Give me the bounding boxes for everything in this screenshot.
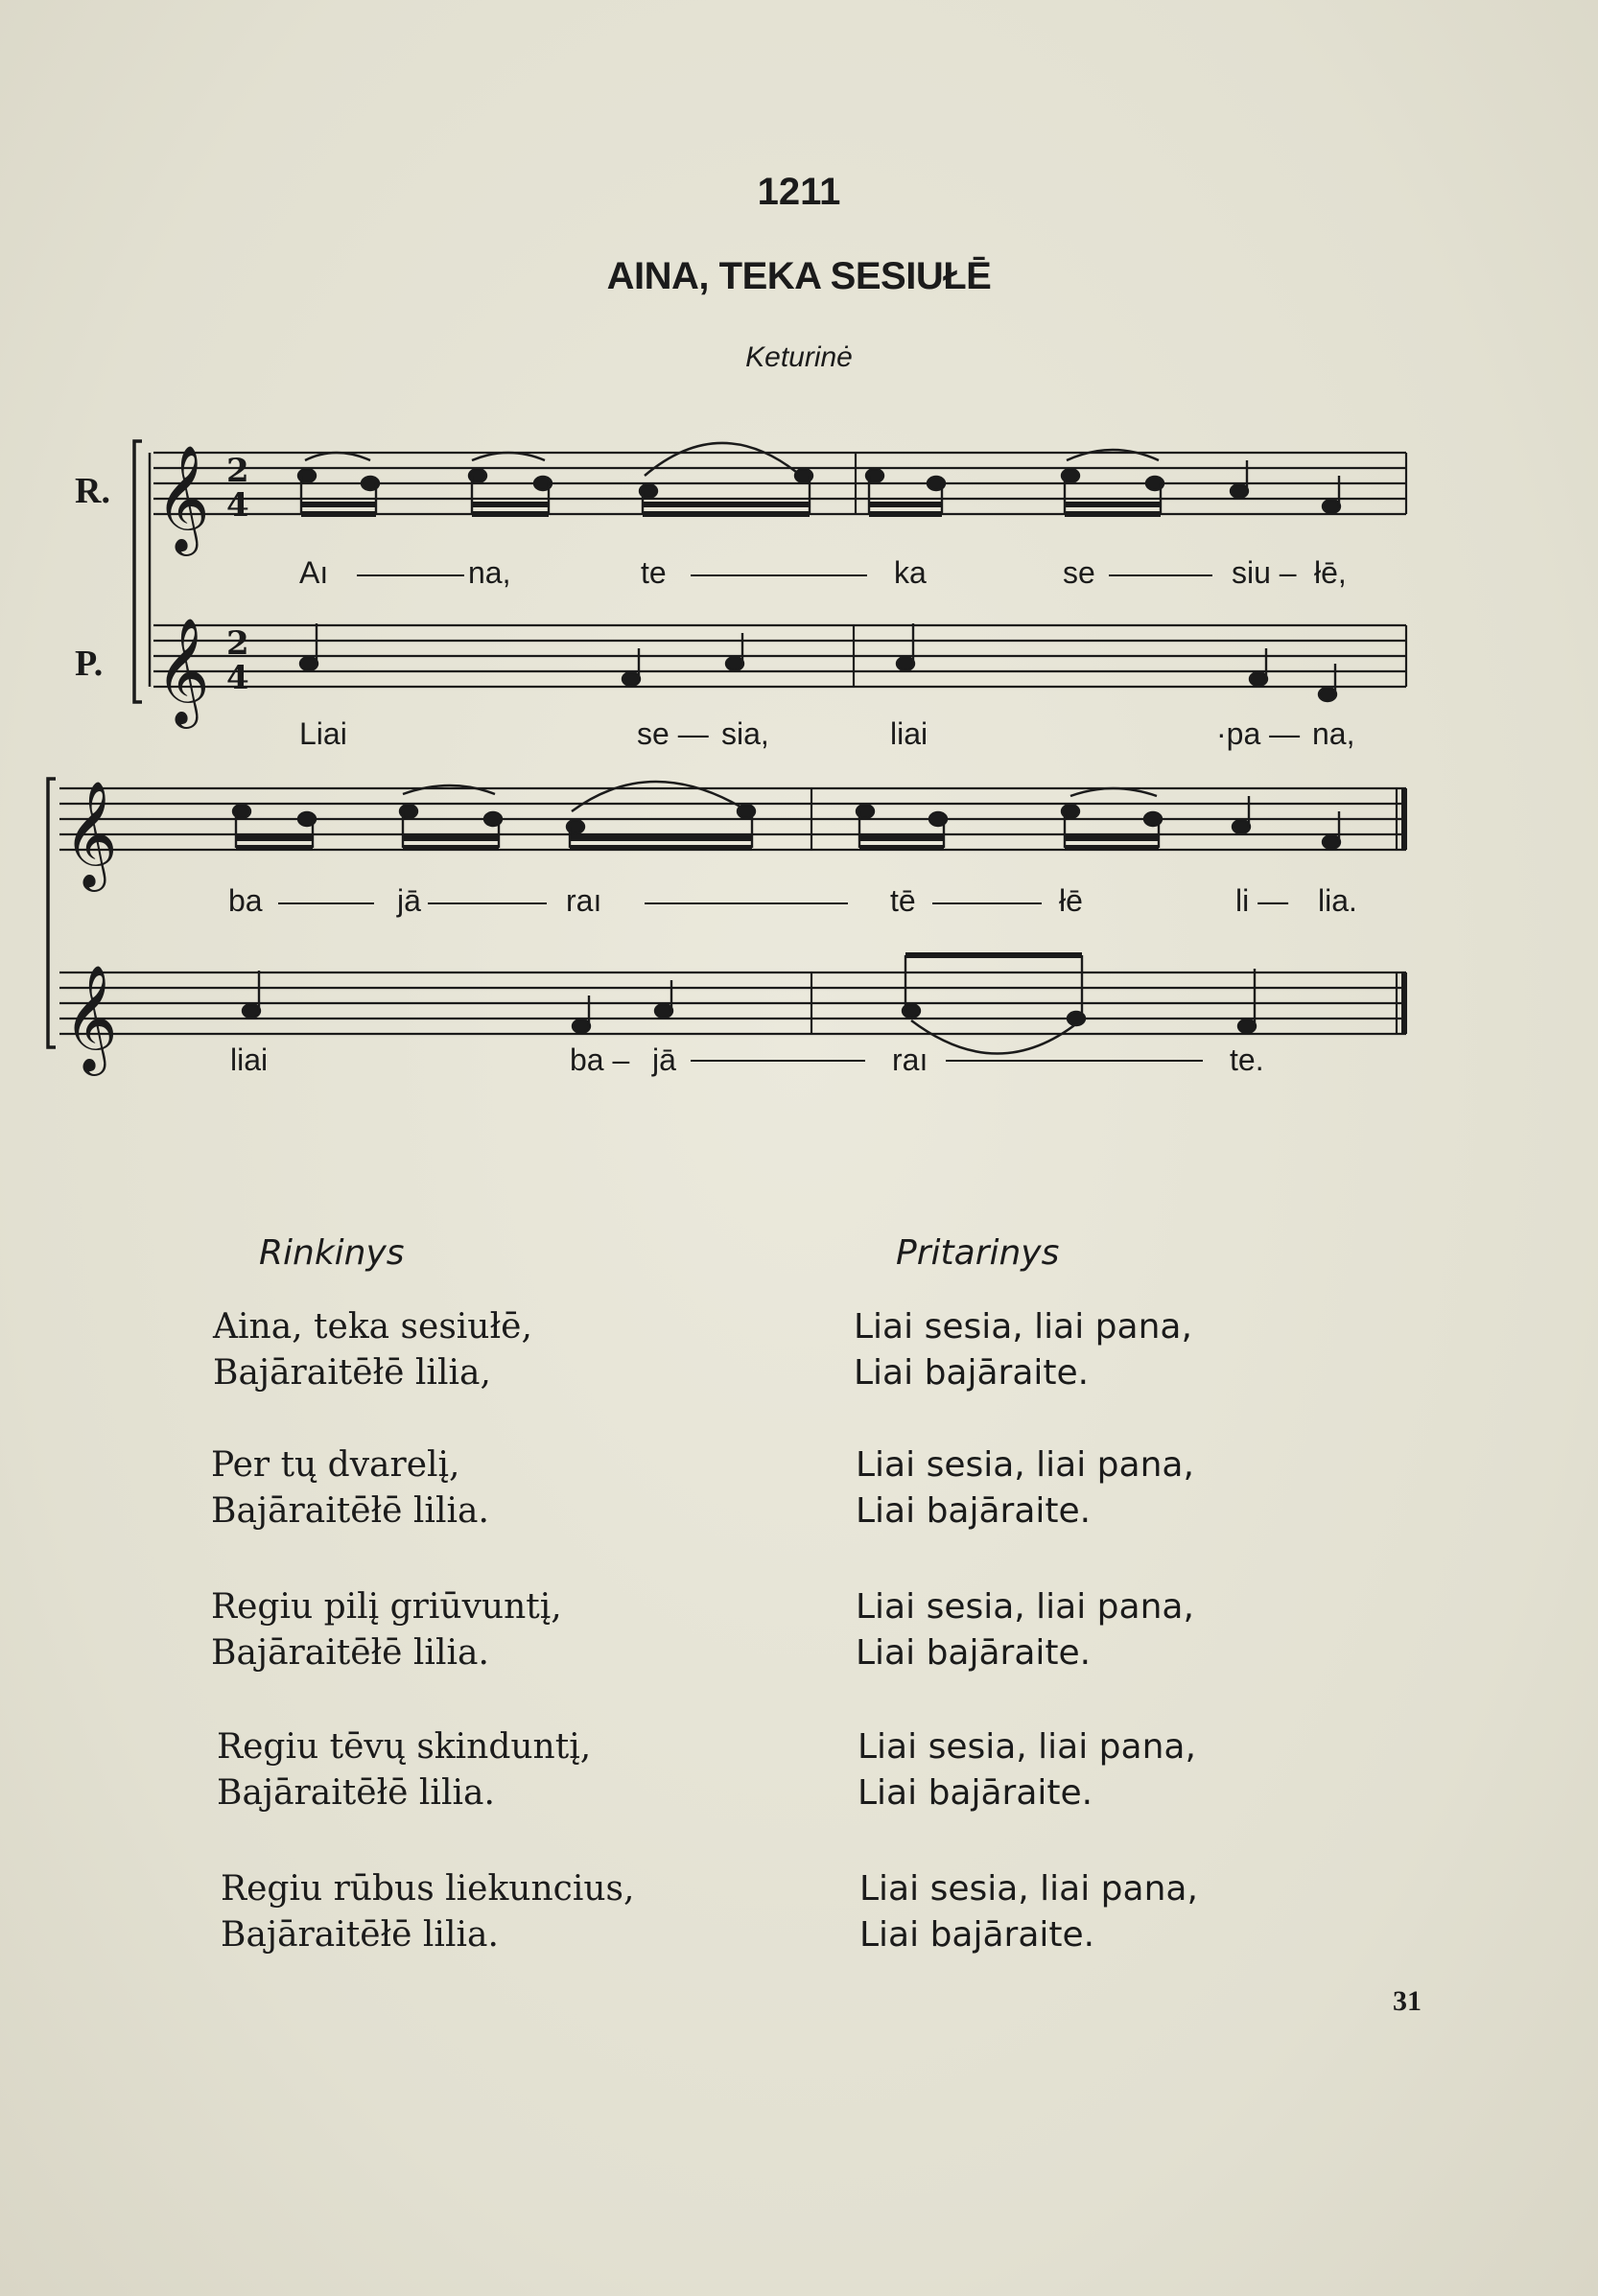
svg-text:sia,: sia, (721, 716, 769, 751)
svg-text:liai: liai (230, 1043, 269, 1077)
svg-text:𝄞: 𝄞 (155, 617, 210, 724)
staff-system1-lower (153, 625, 1406, 687)
svg-text:ka: ka (894, 555, 927, 590)
rinkinys-heading: Rinkinys (259, 1233, 405, 1273)
svg-text:na,: na, (1312, 716, 1355, 751)
pritarinys-stanza-3: Liai sesia, liai pana, Liai bajāraite. (856, 1587, 1194, 1673)
svg-text:se: se (1063, 555, 1095, 590)
svg-text:łē,: łē, (1314, 555, 1347, 590)
svg-text:te.: te. (1230, 1043, 1264, 1077)
pritarinys-stanza-2: Liai sesia, liai pana, Liai bajāraite. (856, 1445, 1194, 1531)
page-number: 31 (1393, 1985, 1422, 2017)
pritarinys-stanza-1: Liai sesia, liai pana, Liai bajāraite. (854, 1307, 1192, 1393)
svg-text:siu –: siu – (1232, 555, 1297, 590)
svg-text:Liai: Liai (299, 716, 347, 751)
pritarinys-stanza-5: Liai sesia, liai pana, Liai bajāraite. (859, 1869, 1198, 1955)
svg-text:2: 2 (226, 452, 249, 490)
svg-text:𝄞: 𝄞 (155, 444, 210, 551)
svg-text:Aı: Aı (299, 555, 329, 590)
svg-text:na,: na, (468, 555, 511, 590)
svg-text:łē: łē (1059, 883, 1083, 918)
song-number: 1211 (757, 171, 841, 213)
staff-system2-lower (59, 972, 1406, 1034)
svg-text:raı: raı (892, 1043, 928, 1077)
svg-text:jā: jā (397, 883, 421, 918)
svg-text:𝄞: 𝄞 (63, 780, 118, 887)
svg-text:4: 4 (226, 486, 249, 525)
svg-text:tē: tē (890, 883, 916, 918)
lyrics-system2-lower (230, 1043, 1264, 1077)
lyrics-system1-upper (299, 555, 1347, 590)
song-subtitle: Keturinė (745, 341, 853, 373)
rinkinys-stanza-2: Per tų dvarelį, Bajāraitēłē lilia. (211, 1445, 489, 1531)
music-score (0, 0, 1598, 1093)
svg-text:se —: se — (637, 716, 709, 751)
svg-text:2: 2 (226, 624, 249, 663)
svg-text:ba –: ba – (570, 1043, 630, 1077)
lyrics-system2-upper (228, 883, 1357, 918)
rinkinys-stanza-5: Regiu rūbus liekuncius, Bajāraitēłē lilia. (221, 1869, 635, 1955)
svg-text:raı: raı (566, 883, 602, 918)
lyrics-system1-lower (299, 716, 1354, 751)
rinkinys-stanza-4: Regiu tēvų skinduntį, Bajāraitēłē lilia. (217, 1727, 592, 1813)
svg-text:liai: liai (890, 716, 928, 751)
svg-text:lia.: lia. (1318, 883, 1357, 918)
voice-label-r: R. (75, 471, 110, 511)
voice-label-p: P. (75, 644, 104, 684)
svg-text:li —: li — (1235, 883, 1289, 918)
svg-text:·pa —: ·pa — (1216, 716, 1301, 751)
pritarinys-heading: Pritarinys (896, 1233, 1060, 1273)
svg-text:jā: jā (652, 1043, 676, 1077)
rinkinys-stanza-3: Regiu pilį griūvuntį, Bajāraitēłē lilia. (211, 1587, 562, 1673)
svg-text:te: te (641, 555, 667, 590)
svg-text:ba: ba (228, 883, 263, 918)
svg-text:4: 4 (226, 659, 249, 697)
pritarinys-stanza-4: Liai sesia, liai pana, Liai bajāraite. (858, 1727, 1196, 1813)
song-title: AINA, TEKA SESIUŁĒ (606, 255, 992, 297)
svg-text:𝄞: 𝄞 (63, 964, 118, 1071)
rinkinys-stanza-1: Aina, teka sesiułē, Bajāraitēłē lilia, (213, 1307, 532, 1393)
